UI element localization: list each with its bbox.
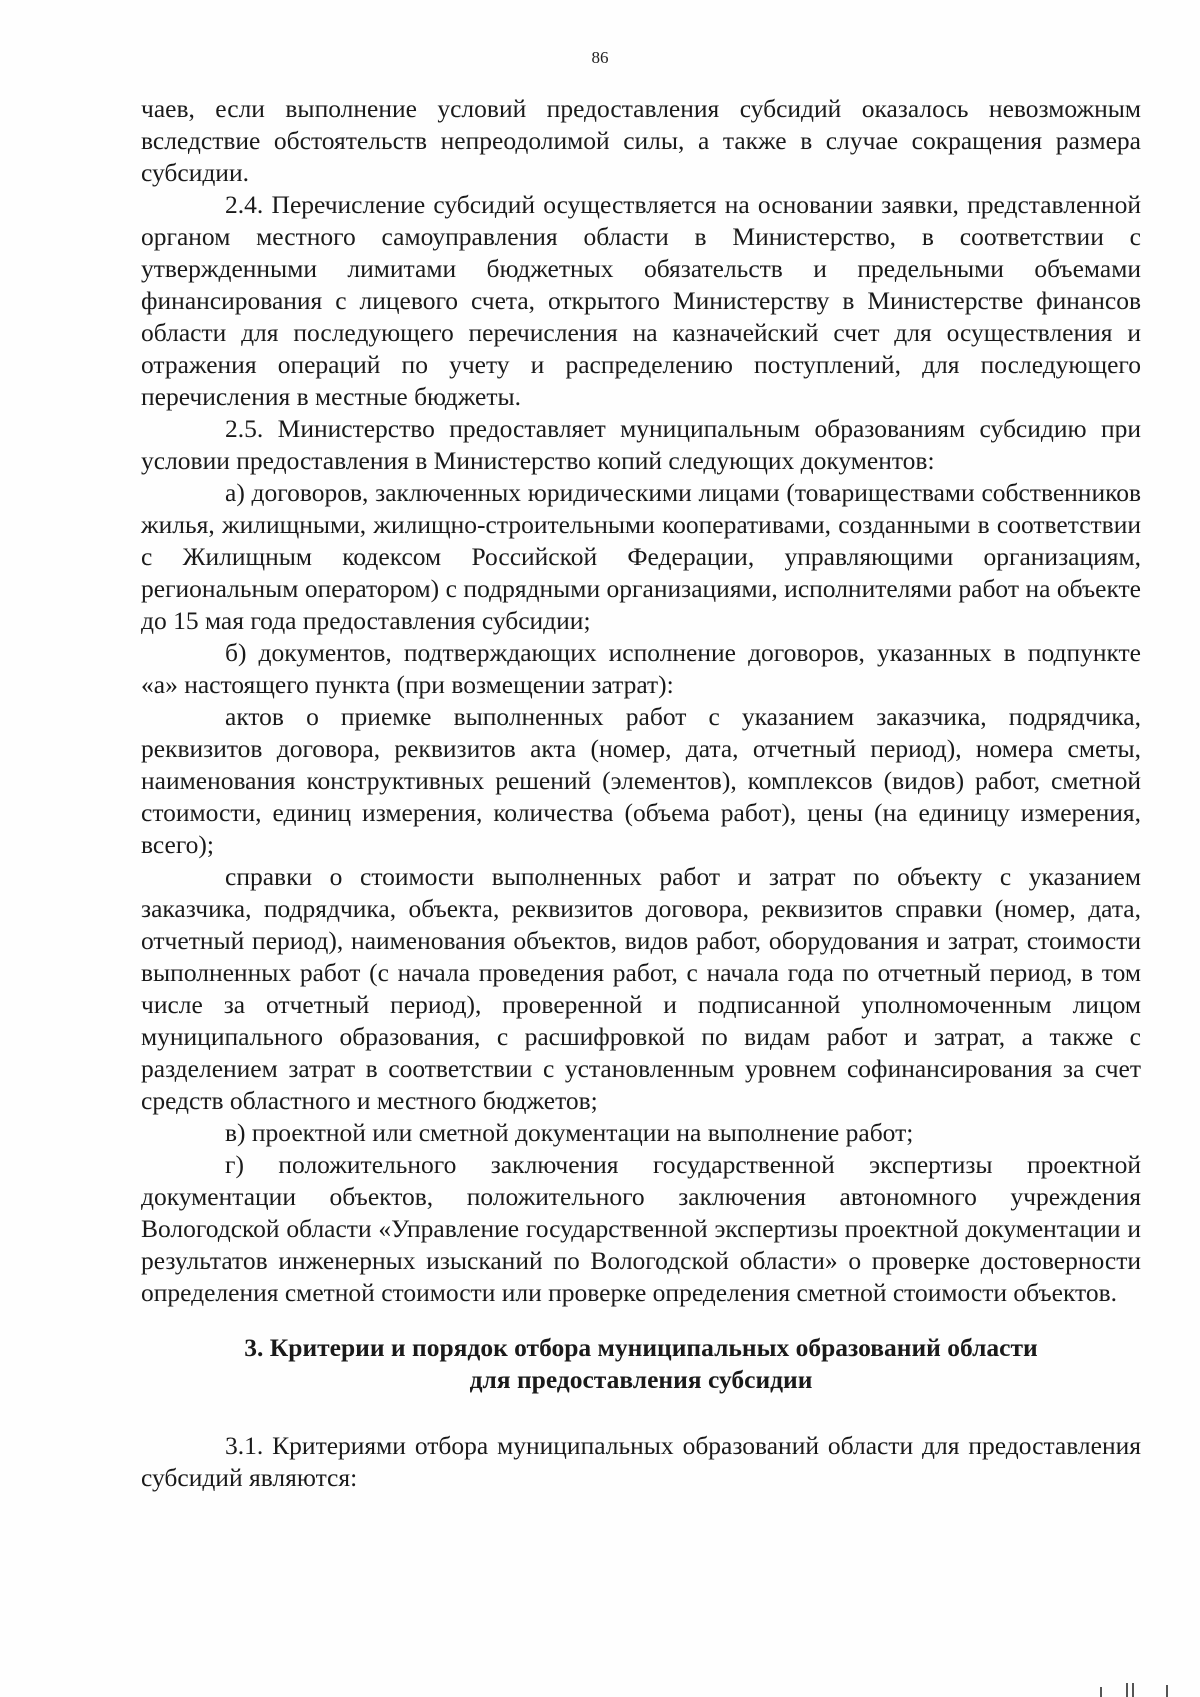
scan-edge-marks bbox=[1082, 1677, 1182, 1697]
paragraph-3-1: 3.1. Критериями отбора муниципальных образований области для предоставления субсидий являются: bbox=[141, 1431, 1141, 1492]
paragraph-item-v: в) проектной или сметной документации на выполнение работ; bbox=[225, 1118, 914, 1147]
paragraph-acts: актов о приемке выполненных работ с указанием заказчика, подрядчика, реквизитов договора, реквизитов акта (номер, дата, отчетный период), номера сметы, наименования конструктивных решений (элементов), комплексов (видов) работ, сметной стоимости, единиц измерения, количества (объема работ), цены (на единицу измерения, всего); bbox=[141, 702, 1141, 859]
paragraph-certificates: справки о стоимости выполненных работ и затрат по объекту с указанием заказчика, подрядчика, объекта, реквизитов договора, реквизитов справки (номер, дата, отчетный период), наименования объектов, видов работ, оборудования и затрат, стоимости выполненных работ (с начала проведения работ, с начала года по отчетный период, в том числе за отчетный период), проверенной и подписанной уполномоченным лицом муниципального образования, с расшифровкой по видам работ и затрат, а также с разделением затрат в соответствии с установленным уровнем софинансирования за счет средств областного и местного бюджетов; bbox=[141, 862, 1141, 1115]
section-heading-line-1: 3. Критерии и порядок отбора муниципальных образований области bbox=[244, 1333, 1038, 1362]
page-number: 86 bbox=[591, 48, 609, 67]
section-heading bbox=[141, 1324, 1141, 1396]
paragraph-item-b: б) документов, подтверждающих исполнение договоров, указанных в подпункте «а» настоящего пункта (при возмещении затрат): bbox=[141, 638, 1141, 699]
paragraph-2-4: 2.4. Перечисление субсидий осуществляется на основании заявки, представленной органом местного самоуправления области в Министерство, в соответствии с утвержденными лимитами бюджетных обязательств и предельными объемами финансирования с лицевого счета, открытого Министерству в Министерстве финансов области для последующего перечисления на казначейский счет для осуществления и отражения операций по учету и распределению поступлений, для последующего перечисления в местные бюджеты. bbox=[141, 190, 1141, 411]
paragraph-item-a: а) договоров, заключенных юридическими лицами (товариществами собственников жилья, жилищными, жилищно-строительными кооперативами, созданными в соответствии с Жилищным кодексом Российской Федерации, управляющими организациям, региональным оператором) с подрядными организациями, исполнителями работ на объекте до 15 мая года предоставления субсидии; bbox=[141, 478, 1141, 635]
paragraph-continuation: чаев, если выполнение условий предоставления субсидий оказалось невозможным вследствие обстоятельств непреодолимой силы, а также в случае сокращения размера субсидии. bbox=[141, 94, 1141, 187]
section-heading-line-2: для предоставления субсидии bbox=[469, 1365, 813, 1394]
paragraph-item-g: г) положительного заключения государственной экспертизы проектной документации объектов, положительного заключения автономного учреждения Вологодской области «Управление государственной экспертизы проектной документации и результатов инженерных изысканий по Вологодской области» о проверке достоверности определения сметной стоимости или проверке определения сметной стоимости объектов. bbox=[141, 1150, 1141, 1307]
document-body bbox=[141, 93, 1141, 1494]
paragraph-2-5: 2.5. Министерство предоставляет муниципальным образованиям субсидию при условии предоставления в Министерство копий следующих документов: bbox=[141, 414, 1141, 475]
